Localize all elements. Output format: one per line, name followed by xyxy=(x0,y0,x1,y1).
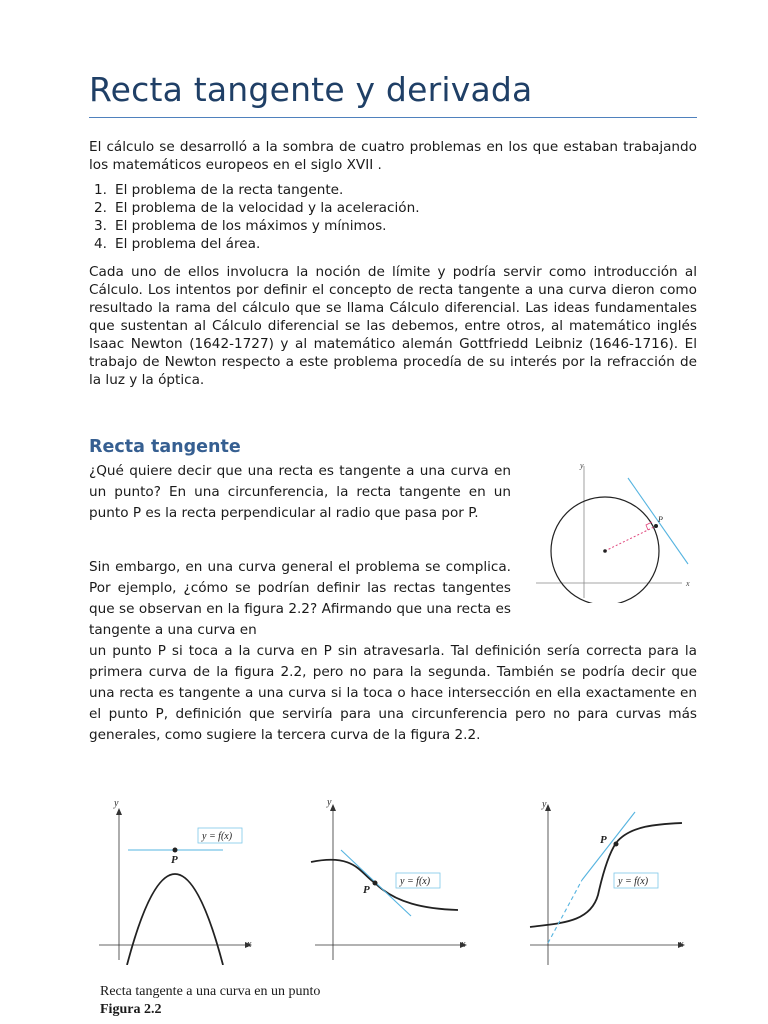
circle-point-label: P xyxy=(658,515,663,524)
list-item: 2. El problema de la velocidad y la aceleración. xyxy=(94,200,420,216)
figure-graph-3 xyxy=(520,795,700,970)
circle-tangent-point xyxy=(654,524,658,528)
list-item: 3. El problema de los máximos y mínimos. xyxy=(94,218,387,234)
graph2-x-label: x xyxy=(461,939,466,950)
title-underline xyxy=(89,117,697,118)
graph3-tangent-line xyxy=(548,880,582,943)
graph3-y-label: y xyxy=(542,799,547,810)
circle-x-label: x xyxy=(686,579,690,588)
circle-center-point xyxy=(603,549,607,553)
graph1-func-label: y = f(x) xyxy=(202,831,233,842)
circle-tangent-figure xyxy=(532,458,702,603)
figure-caption: Recta tangente a una curva en un punto xyxy=(100,984,321,999)
graph2-point-label: P xyxy=(363,884,370,896)
circle-y-label: y xyxy=(580,461,584,470)
intro-paragraph: El cálculo se desarrolló a la sombra de cuatro problemas en los que estaban trabajando los matemáticos europeos en el siglo XVII . xyxy=(89,139,697,173)
definition-paragraph: un punto P si toca a la curva en P sin atravesarla. Tal definición sería correcta para la primera curva de la figura 2.2, pero no para la segunda. También se podría decir que una recta es tangente a una curva si la toca o hace intersección en ella exactamente en el punto P, definición que serviría para una circunferencia pero no para curvas más generales, como sugiere la tercera curva de la figura 2.2. xyxy=(89,643,697,743)
graph3-func-label: y = f(x) xyxy=(618,876,649,887)
graph2-y-label: y xyxy=(327,797,332,808)
graph3-x-label: x xyxy=(679,939,684,950)
figure-label: Figura 2.2 xyxy=(100,1002,162,1017)
history-paragraph: Cada uno de ellos involucra la noción de límite y podría servir como introducción al Cálculo. Los intentos por definir el concepto de recta tangente a una curva dieron como resultado la rama del cálculo que se llama Cálculo diferencial. Las ideas fundamentales que sustentan al Cálculo diferencial se las debemos, entre otros, al matemático inglés Isaac Newton (1642-1727) y al matemático alemán Gottfriedd Leibniz (1646-1716). El trabajo de Newton respecto a este problema procedía de su interés por la refracción de la luz y la óptica. xyxy=(89,264,697,388)
graph1-point-label: P xyxy=(171,854,178,866)
tangent-question-paragraph: ¿Qué quiere decir que una recta es tangente a una curva en un punto? En una circunferencia, la recta tangente en un punto P es la recta perpendicular al radio que pasa por P. xyxy=(89,463,511,521)
graph2-point xyxy=(373,881,378,886)
figure-graph-2 xyxy=(305,795,485,965)
page-title: Recta tangente y derivada xyxy=(89,70,533,109)
section-heading: Recta tangente xyxy=(89,437,241,457)
graph3-point xyxy=(614,842,619,847)
figure-graph-1 xyxy=(95,795,270,965)
graph1-x-label: x xyxy=(247,939,252,950)
graph1-y-label: y xyxy=(114,798,119,809)
problem-list xyxy=(94,181,420,253)
graph1-curve xyxy=(127,874,223,965)
list-item: 4. El problema del área. xyxy=(94,236,261,252)
graph2-func-label: y = f(x) xyxy=(400,876,431,887)
general-curve-paragraph: Sin embargo, en una curva general el problema se complica. Por ejemplo, ¿cómo se podrían definir las rectas tangentes que se observan en la figura 2.2? Afirmando que una recta es tangente a una curva en xyxy=(89,559,511,638)
graph3-point-label: P xyxy=(600,834,607,846)
circle-radius xyxy=(605,526,656,551)
graph3-tangent-line-solid xyxy=(582,812,635,880)
graph1-point xyxy=(173,848,178,853)
list-item: 1. El problema de la recta tangente. xyxy=(94,182,344,198)
